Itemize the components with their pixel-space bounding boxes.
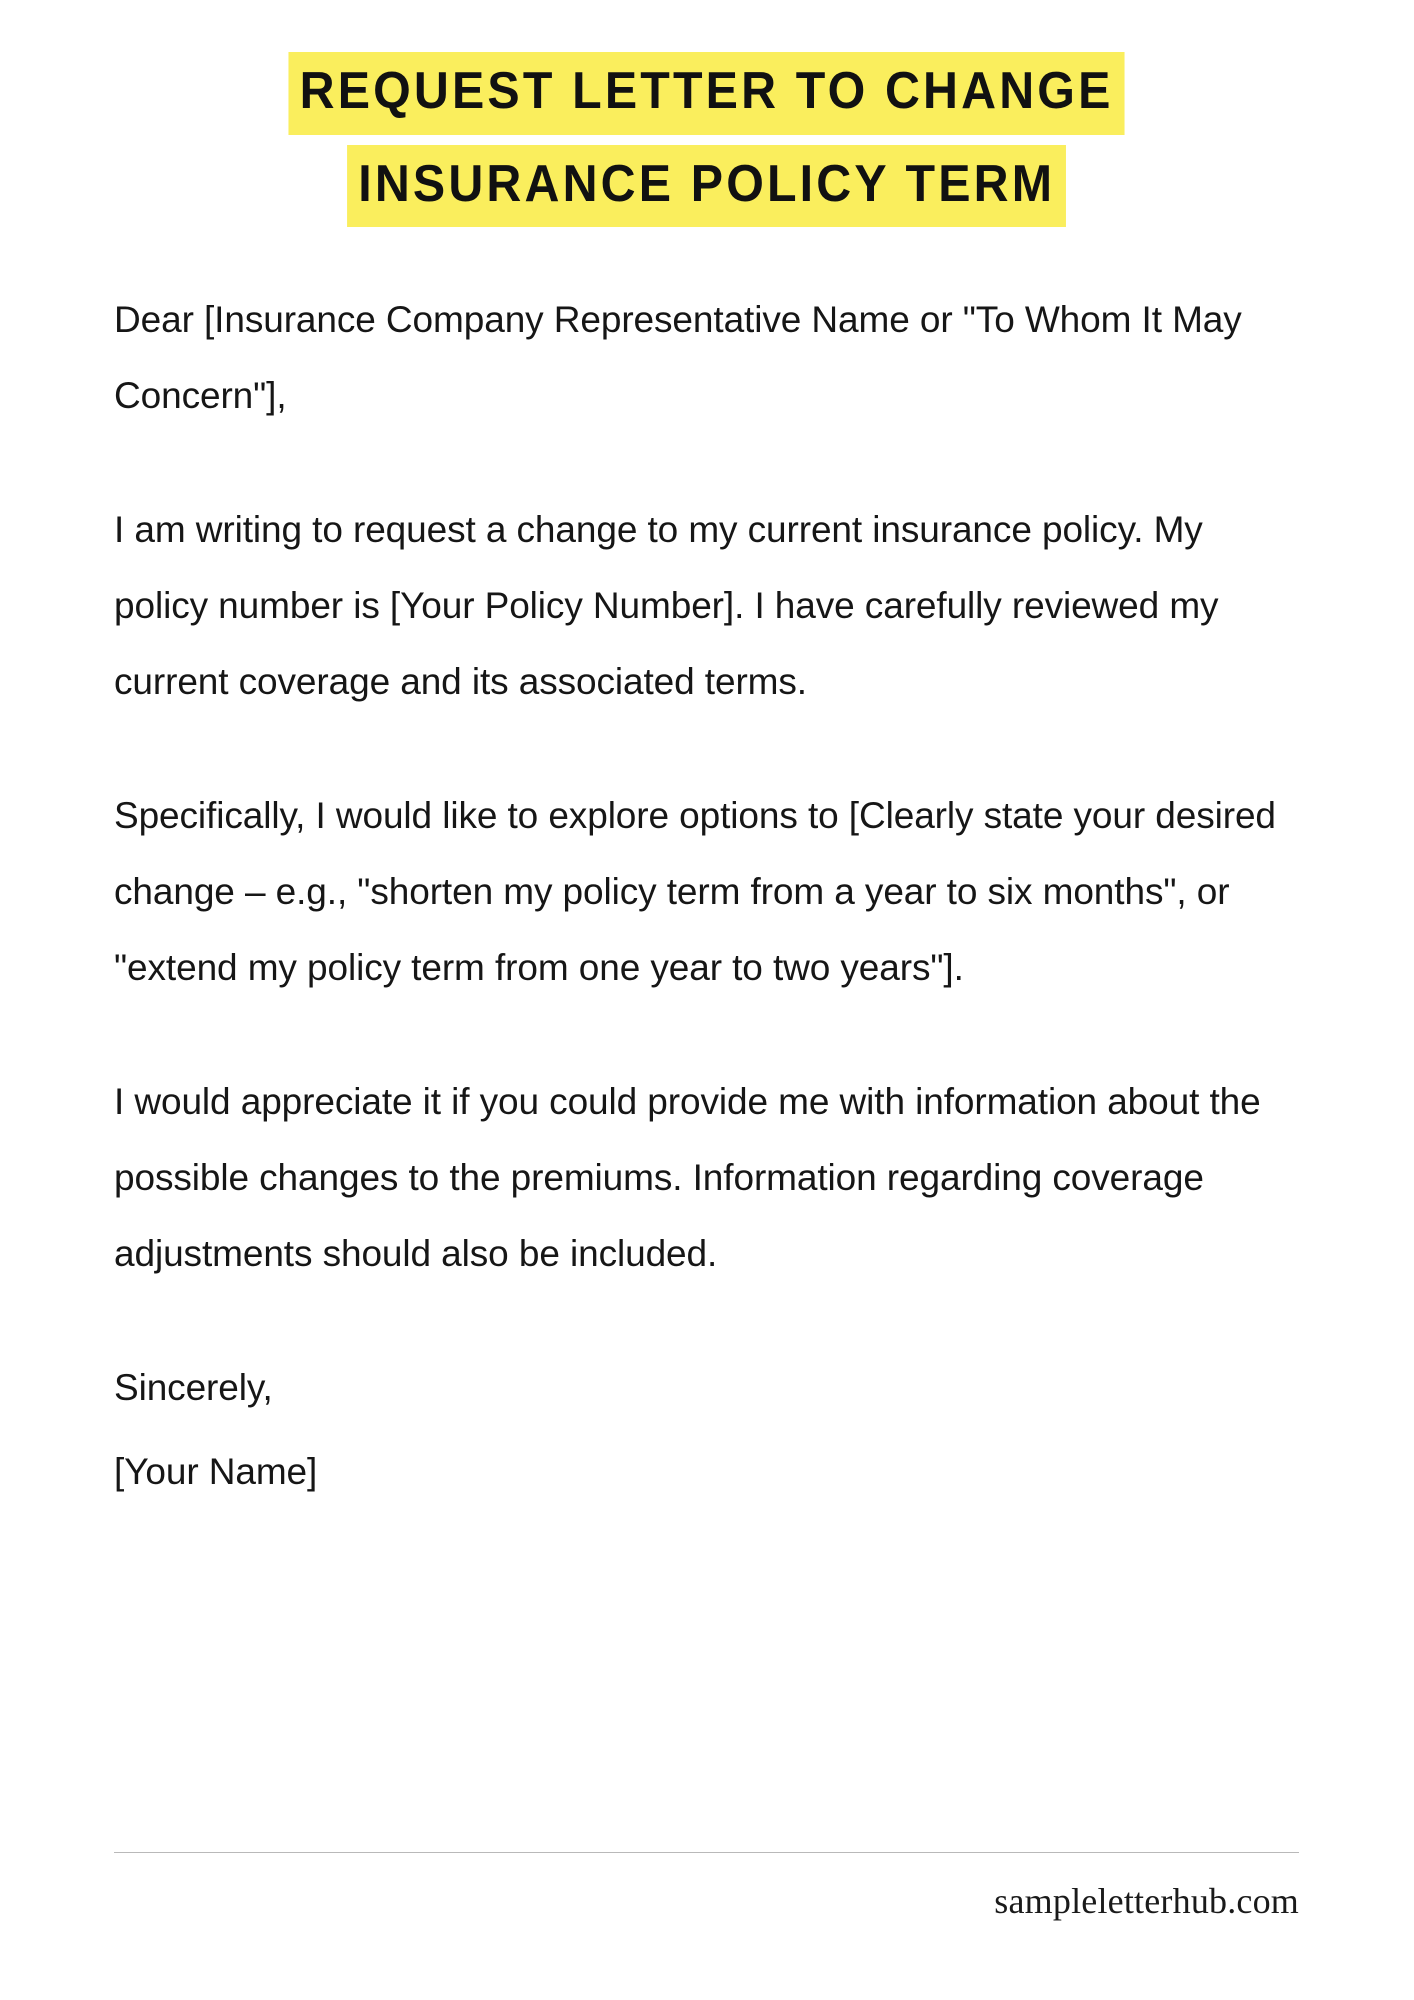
salutation-paragraph: Dear [Insurance Company Representative Name or "To Whom It May Concern"],	[114, 299, 1242, 416]
title-line-1	[0, 52, 1414, 135]
body-paragraph-3: I would appreciate it if you could provide me with information about the possible changes to the premiums. Information regarding coverage adjustments should also be included.	[114, 1081, 1261, 1274]
letter-body	[114, 282, 1306, 1510]
title-line-2	[0, 145, 1414, 228]
closing-line: Sincerely,	[114, 1367, 273, 1408]
signature-line: [Your Name]	[114, 1451, 318, 1492]
body-paragraph-1: I am writing to request a change to my current insurance policy. My policy number is [Your Policy Number]. I have carefully reviewed my current coverage and its associated terms.	[114, 509, 1219, 702]
body-paragraph-2: Specifically, I would like to explore options to [Clearly state your desired change – e.g., "shorten my policy term from a year to six months", or "extend my policy term from one year to two years"].	[114, 795, 1276, 988]
footer-site-url: sampleletterhub.com	[994, 1881, 1299, 1921]
footer-divider	[114, 1852, 1299, 1853]
title-spacer	[0, 135, 1414, 145]
title-line-2-text: INSURANCE POLICY TERM	[347, 145, 1066, 228]
page-title	[0, 52, 1414, 227]
title-line-1-text: REQUEST LETTER TO CHANGE	[289, 52, 1125, 135]
